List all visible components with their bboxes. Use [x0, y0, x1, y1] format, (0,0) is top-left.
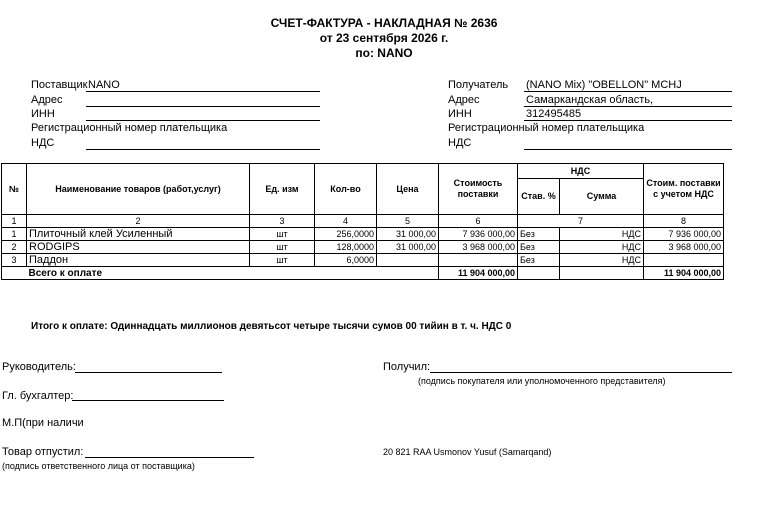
released-note: (подпись ответственного лица от поставщика) — [2, 461, 195, 471]
released-sign-line — [85, 457, 254, 458]
row-rate: Без — [518, 254, 560, 267]
header-unit: Ед. изм — [250, 164, 315, 215]
row-qty: 128,0000 — [315, 241, 377, 254]
row-cost: 7 936 000,00 — [439, 228, 518, 241]
invoice-contract: по: NANO — [355, 46, 413, 60]
total-with-nds: 11 904 000,00 — [644, 267, 724, 280]
row-num: 3 — [2, 254, 27, 267]
header-price: Цена — [377, 164, 439, 215]
supplier-nds-label: НДС — [31, 137, 55, 149]
table-row — [2, 241, 724, 254]
row-qty: 6,0000 — [315, 254, 377, 267]
row-name: RODGIPS — [27, 241, 250, 254]
recipient-line — [524, 91, 732, 92]
row-num: 2 — [2, 241, 27, 254]
supplier-inn-label: ИНН — [31, 108, 55, 120]
row-rate: Без — [518, 228, 560, 241]
table-row — [2, 228, 724, 241]
summary-text: Итого к оплате: Одиннадцать миллионов девятьсот четыре тысячи сумов 00 тийин в т. ч. НДС 0 — [31, 321, 512, 332]
recipient-address-label: Адрес — [448, 94, 480, 106]
total-label: Всего к оплате — [27, 267, 439, 280]
col-number: 7 — [518, 215, 644, 228]
table-row — [2, 254, 724, 267]
col-number: 1 — [2, 215, 27, 228]
supplier-nds-line — [86, 149, 320, 150]
header-sum: Сумма — [560, 179, 644, 215]
recipient-address-line — [524, 106, 732, 107]
recipient-reg-label: Регистрационный номер плательщика — [448, 122, 645, 134]
proxy-text: 20 821 RAA Usmonov Yusuf (Samarqand) — [383, 447, 552, 457]
row-price: 31 000,00 — [377, 228, 439, 241]
recipient-nds-label: НДС — [448, 137, 472, 149]
row-rate: Без — [518, 241, 560, 254]
director-sign-line — [75, 372, 222, 373]
row-sum: НДС — [560, 254, 644, 267]
col-number: 4 — [315, 215, 377, 228]
row-sum: НДС — [560, 241, 644, 254]
released-label: Товар отпустил: — [2, 446, 84, 458]
table-header-row — [2, 164, 724, 179]
accountant-label: Гл. бухгалтер: — [2, 390, 74, 402]
total-row — [2, 267, 724, 280]
invoice-table — [1, 163, 724, 280]
row-cost — [439, 254, 518, 267]
header-nds: НДС — [518, 164, 644, 179]
row-price: 31 000,00 — [377, 241, 439, 254]
row-total: 7 936 000,00 — [644, 228, 724, 241]
col-number: 3 — [250, 215, 315, 228]
recipient-nds-line — [524, 149, 732, 150]
row-unit: шт — [250, 254, 315, 267]
received-note: (подпись покупателя или уполномоченного представителя) — [418, 376, 666, 386]
row-total — [644, 254, 724, 267]
row-num: 1 — [2, 228, 27, 241]
header-rate: Став. % — [518, 179, 560, 215]
column-number-row — [2, 215, 724, 228]
accountant-sign-line — [72, 400, 224, 401]
row-name: Паддон — [27, 254, 250, 267]
recipient-inn-line — [524, 120, 732, 121]
header-total: Стоим. поставки с учетом НДС — [644, 164, 724, 215]
supplier-label: Поставщик — [31, 79, 88, 91]
invoice-date: от 23 сентября 2026 г. — [319, 31, 449, 45]
invoice-title: СЧЕТ-ФАКТУРА - НАКЛАДНАЯ № 2636 — [270, 16, 498, 30]
header-qty: Кол-во — [315, 164, 377, 215]
row-total: 3 968 000,00 — [644, 241, 724, 254]
received-sign-line — [430, 372, 732, 373]
received-label: Получил: — [383, 361, 431, 373]
supplier-line — [86, 91, 320, 92]
recipient-label: Получатель — [448, 79, 509, 91]
director-label: Руководитель: — [2, 361, 76, 373]
supplier-reg-label: Регистрационный номер плательщика — [31, 122, 228, 134]
row-unit: шт — [250, 228, 315, 241]
col-number: 5 — [377, 215, 439, 228]
row-sum: НДС — [560, 228, 644, 241]
header-num: № — [2, 164, 27, 215]
supplier-inn-line — [86, 120, 320, 121]
recipient-inn-value: 312495485 — [526, 108, 582, 120]
col-number: 2 — [27, 215, 250, 228]
header-name: Наименование товаров (работ,услуг) — [27, 164, 250, 215]
header-cost: Стоимость поставки — [439, 164, 518, 215]
row-price — [377, 254, 439, 267]
row-unit: шт — [250, 241, 315, 254]
row-qty: 256,0000 — [315, 228, 377, 241]
total-cost: 11 904 000,00 — [439, 267, 518, 280]
row-cost: 3 968 000,00 — [439, 241, 518, 254]
supplier-value: NANO — [88, 79, 120, 91]
supplier-address-line — [86, 106, 320, 107]
recipient-value: (NANO Mix) "OBELLON" MCHJ — [526, 79, 682, 91]
row-name: Плиточный клей Усиленный — [27, 228, 250, 241]
col-number: 6 — [439, 215, 518, 228]
col-number: 8 — [644, 215, 724, 228]
recipient-inn-label: ИНН — [448, 108, 472, 120]
stamp-label: М.П(при наличи — [2, 417, 84, 429]
supplier-address-label: Адрес — [31, 94, 63, 106]
recipient-address-value: Самаркандская область, — [526, 94, 654, 106]
